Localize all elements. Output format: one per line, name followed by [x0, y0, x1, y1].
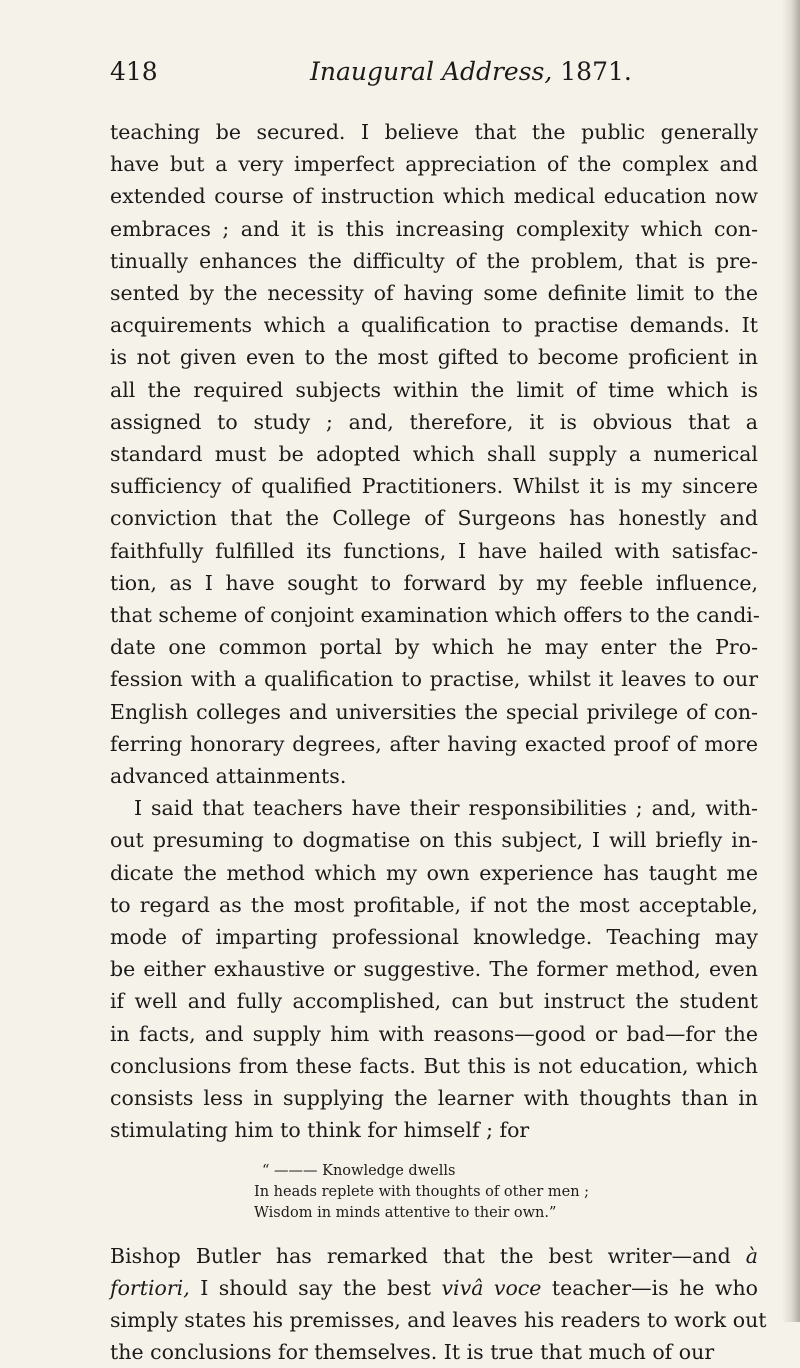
text-line: advanced attainments. — [110, 760, 758, 792]
running-title — [310, 52, 632, 92]
text-line: simply states his premisses, and leaves his readers to work out — [110, 1304, 758, 1336]
text-line: assigned to study ; and, therefore, it is obvious that a — [110, 406, 758, 438]
text-line: sented by the necessity of having some definite limit to the — [110, 277, 758, 309]
text-line: sufficiency of qualified Practitioners. Whilst it is my sincere — [110, 470, 758, 502]
text-line: embraces ; and it is this increasing complexity which con- — [110, 213, 758, 245]
text-line: ferring honorary degrees, after having exacted proof of more — [110, 728, 758, 760]
running-title-year: 1871. — [560, 57, 632, 86]
text-line: tinually enhances the difficulty of the problem, that is pre- — [110, 245, 758, 277]
text-line: I said that teachers have their responsibilities ; and, with- — [110, 792, 758, 824]
text-line: all the required subjects within the limit of time which is — [110, 374, 758, 406]
text-line: in facts, and supply him with reasons—good or bad—for the — [110, 1018, 758, 1050]
paragraph-2 — [110, 792, 758, 1146]
text-line: to regard as the most profitable, if not the most acceptable, — [110, 889, 758, 921]
text-line: have but a very imperfect appreciation of the complex and — [110, 148, 758, 180]
text-line: conviction that the College of Surgeons has honestly and — [110, 502, 758, 534]
text-line: mode of imparting professional knowledge. Teaching may — [110, 921, 758, 953]
verse-line: In heads replete with thoughts of other men ; — [110, 1182, 758, 1203]
text-line: fession with a qualification to practise, whilst it leaves to our — [110, 663, 758, 695]
italic-segment: fortiori, — [110, 1276, 190, 1300]
text-line: if well and fully accomplished, can but instruct the student — [110, 985, 758, 1017]
text-line: English colleges and universities the special privilege of con- — [110, 696, 758, 728]
text-line: that scheme of conjoint examination which offers to the candi- — [110, 599, 758, 631]
running-title-text: Inaugural Address, — [310, 57, 552, 86]
italic-segment: vivâ voce — [441, 1276, 541, 1300]
text-line: consists less in supplying the learner with thoughts than in — [110, 1082, 758, 1114]
text-line: stimulating him to think for himself ; for — [110, 1114, 758, 1146]
text-line: be either exhaustive or suggestive. The former method, even — [110, 953, 758, 985]
paragraph-3 — [110, 1240, 758, 1368]
text-segment: I should say the best — [190, 1276, 442, 1300]
text-line: is not given even to the most gifted to become proficient in — [110, 341, 758, 373]
text-line: conclusions from these facts. But this is not education, which — [110, 1050, 758, 1082]
text-line: teaching be secured. I believe that the public generally — [110, 116, 758, 148]
verse-quotation — [110, 1161, 758, 1224]
text-line: the conclusions for themselves. It is true that much of our — [110, 1336, 758, 1368]
paragraph-1 — [110, 116, 758, 792]
running-head — [110, 52, 758, 92]
text-segment: teacher—is he who — [541, 1276, 758, 1300]
verse-line: “ ——— Knowledge dwells — [110, 1161, 758, 1182]
text-line: faithfully fulfilled its functions, I have hailed with satisfac- — [110, 535, 758, 567]
page-edge-shadow — [782, 0, 800, 1322]
text-line: extended course of instruction which medical education now — [110, 180, 758, 212]
italic-segment: à — [746, 1244, 758, 1268]
verse-line: Wisdom in minds attentive to their own.” — [110, 1203, 758, 1224]
text-line — [110, 1240, 758, 1272]
text-line: tion, as I have sought to forward by my feeble influence, — [110, 567, 758, 599]
book-page — [110, 52, 758, 1368]
text-line — [110, 1272, 758, 1304]
text-line: acquirements which a qualification to practise demands. It — [110, 309, 758, 341]
text-line: standard must be adopted which shall supply a numerical — [110, 438, 758, 470]
text-line: date one common portal by which he may enter the Pro- — [110, 631, 758, 663]
body-text — [110, 116, 758, 1368]
text-line: out presuming to dogmatise on this subject, I will briefly in- — [110, 824, 758, 856]
page-number: 418 — [110, 52, 158, 92]
text-segment: Bishop Butler has remarked that the best writer—and — [110, 1244, 746, 1268]
text-line: dicate the method which my own experience has taught me — [110, 857, 758, 889]
